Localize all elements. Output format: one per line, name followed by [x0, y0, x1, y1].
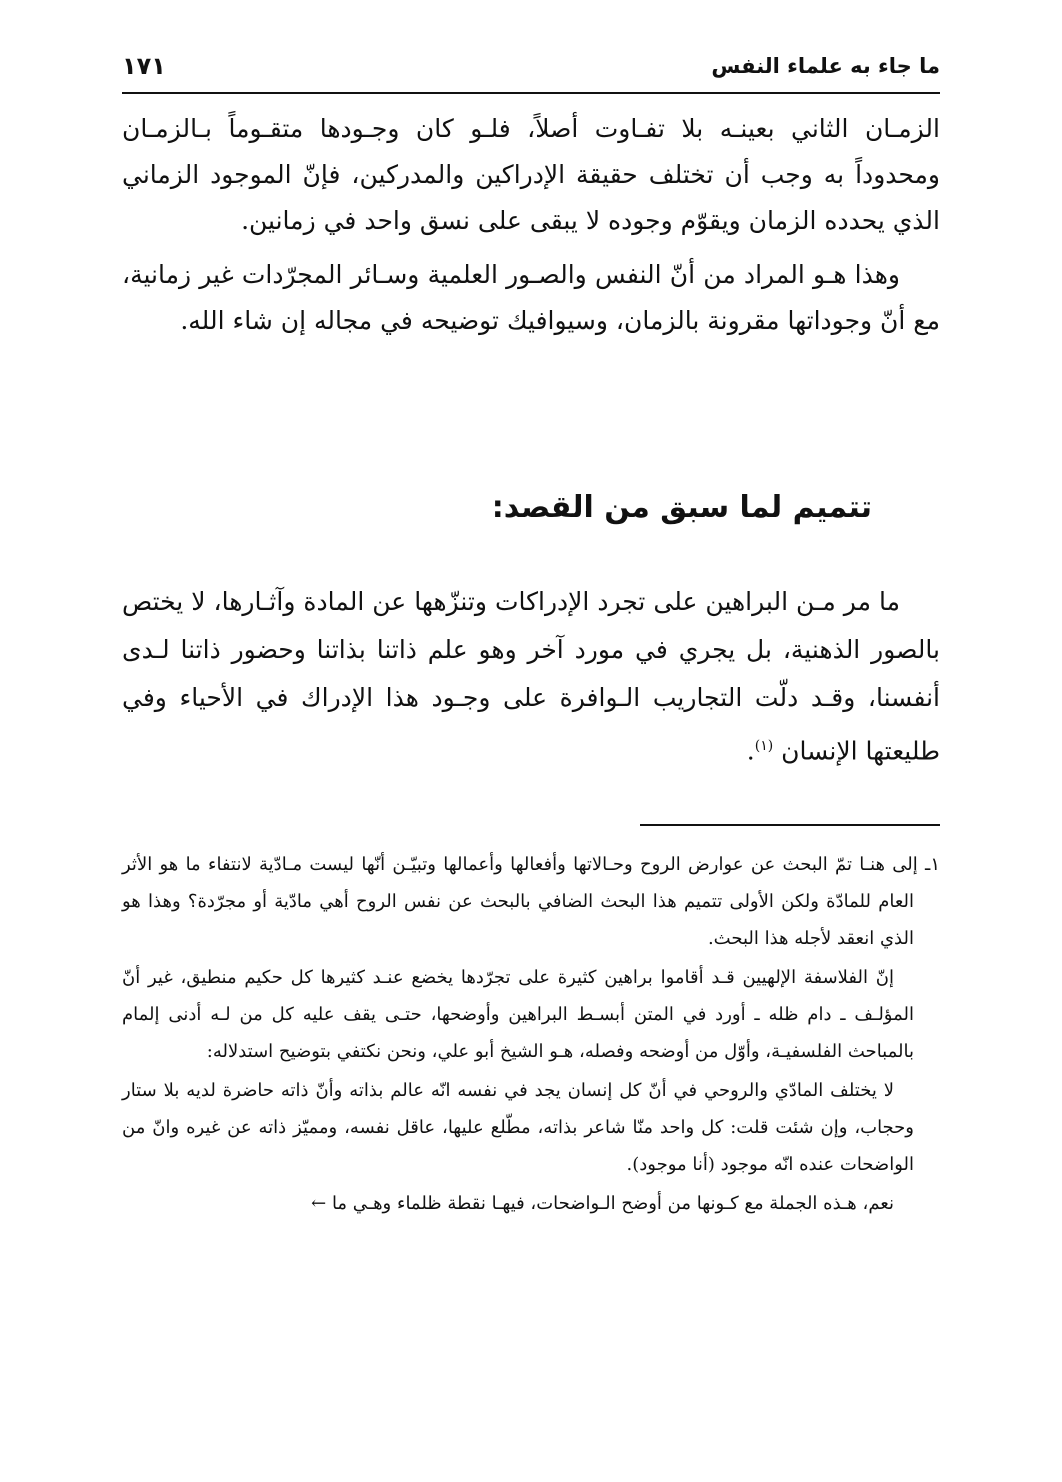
footnote-item: ١ـ إلى هنـا تمّ البحث عن عوارض الروح وحـالاتها وأفعالها وأعمالها وتبيّـن أنّها ليست مـادّية لانتفاء ما هو الأثر العام للمادّة ولكن الأولى تتميم هذا البحث الضافي بالبحث عن نفس الروح أهي مادّية أو مجرّدة؟ وهذا هو الذي انعقد لأجله هذا البحث.	[122, 854, 940, 949]
section-paragraph-text: ما مر مـن البراهين على تجرد الإدراكات وتنزّهها عن المادة وآثـارها، لا يختص بالصور الذهنية، بل يجري في مورد آخر وهو علم ذاتنا بذاتنا وحضور ذاتنا لـدى أنفسنا، وقـد دلّت التجاريب الـوافرة على وجـود هذا الإدراك في الأحياء وفي طليعتها الإنسان	[122, 587, 940, 766]
footnote-paragraph: نعم، هـذه الجملة مع كـونها من أوضح الـواضحات، فيهـا نقطة ظلماء وهـي ما ←	[311, 1193, 894, 1214]
footnote-paragraph: إنّ الفلاسفة الإلهيين قـد أقاموا براهين كثيرة على تجرّدها يخضع عنـد كثيرها كل حكيم منطيق، غير أنّ المؤلـف ـ دام ظله ـ أورد في المتن أبسـط البراهين وأوضحها، حتـى يقف عليه كل من لـه أدنى إلمام بالمباحث الفلسفيـة، وأوّل من أوضحه وفصله، هـو الشيخ أبو علي، ونحن نكتفي بتوضيح استدلاله:	[122, 967, 914, 1062]
end-punctuation: .	[746, 736, 755, 766]
footnote-paragraph: لا يختلف المادّي والروحي في أنّ كل إنسان يجد في نفسه انّه عالم بذاته وأنّ ذاته حاضرة لديه بلا ستار وحجاب، وإن شئت قلت: كل واحد منّا شاعر بذاته، مطّلع عليها، عاقل نفسه، ومميّز ذاته عن غيره وانّ من الواضحات عنده انّه موجود (أنا موجود).	[122, 1080, 914, 1175]
running-title: ما جاء به علماء النفس	[711, 54, 940, 78]
page-number: ١٧١	[122, 52, 166, 80]
section-text	[122, 578, 940, 775]
footnote-reference[interactable]: (١)	[754, 738, 774, 754]
section-heading: تتميم لما سبق من القصد:	[491, 490, 872, 525]
footnote-divider	[640, 824, 940, 826]
section-paragraph	[122, 578, 940, 775]
body-paragraph: وهذا هـو المراد من أنّ النفس والصـور العلمية وسـائر المجرّدات غير زمانية، مع أنّ وجوداتها مقرونة بالزمان، وسيوافيك توضيحه في مجاله إن شاء الله.	[122, 260, 940, 335]
footnotes	[122, 846, 940, 1224]
body-paragraph: الزمـان الثاني بعينـه بلا تفـاوت أصلاً، فلـو كان وجـودها متقـوماً بـالزمـان ومحدوداً به وجب أن تختلف حقيقة الإدراكين والمدركين، فإنّ الموجود الزماني الذي يحدده الزمان ويقوّم وجوده لا يبقى على نسق واحد في زمانين.	[122, 114, 940, 235]
main-text	[122, 106, 940, 352]
running-header	[122, 40, 940, 94]
